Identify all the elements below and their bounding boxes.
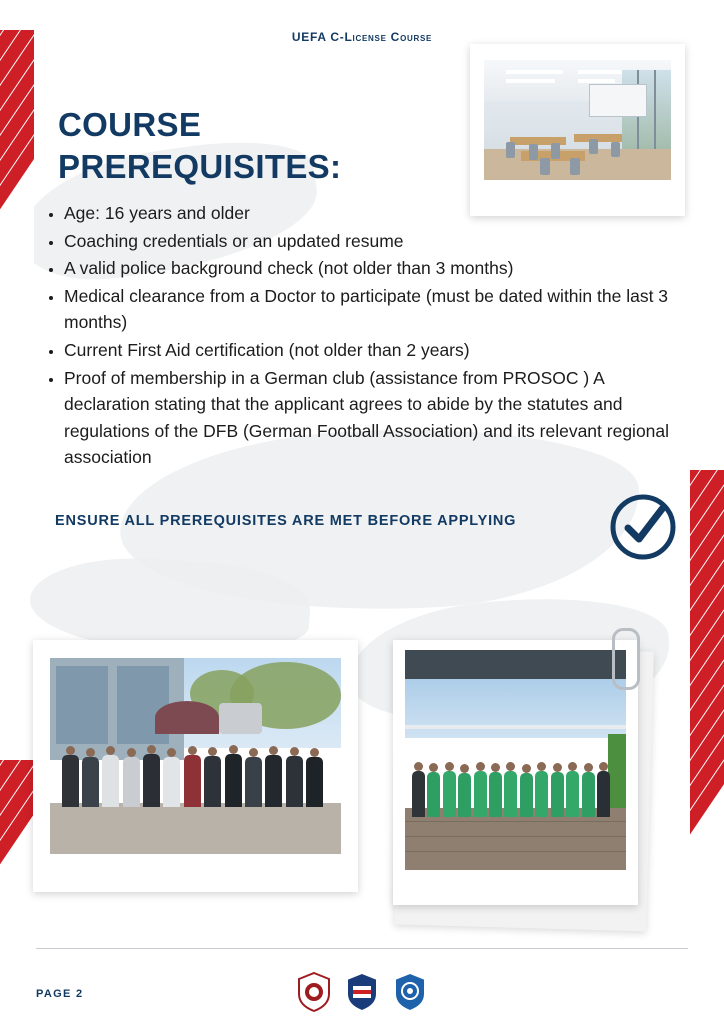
coaches-group-photo-card [33,640,358,892]
stripe-bar-left-top [0,30,34,310]
list-item: • Medical clearance from a Doctor to participate (must be dated within the last 3 months) [64,283,694,336]
list-item: • Age: 16 years and older [64,200,694,227]
notice-text: ENSURE ALL PREREQUISITES ARE MET BEFORE APPLYING [55,513,517,529]
footer-crests [0,972,724,1012]
list-item: • Coaching credentials or an updated resume [64,228,694,255]
page-title-line1: COURSE [58,106,202,144]
coaches-group-photo [50,658,341,854]
page-title [58,104,458,188]
classroom-photo-card [470,44,685,216]
page-title-line2: PREREQUISITES: [58,148,342,186]
check-circle-icon [608,492,678,562]
team-group-photo-card [393,640,638,905]
list-item: • Proof of membership in a German club (assistance from PROSOC ) A declaration stating that the applicant agrees to abide by the statutes and regulations of the DFB (German Football Association) and its relevant regional association [64,365,694,471]
classroom-photo [484,60,671,180]
footer-divider [36,948,688,949]
list-item: • A valid police background check (not older than 3 months) [64,255,694,282]
list-item: • Current First Aid certification (not older than 2 years) [64,337,694,364]
stripe-bar-right [690,470,724,940]
page-header-title: UEFA C-License Course [291,30,433,44]
prerequisites-list [42,200,694,472]
europe-crest-icon [345,972,379,1012]
team-group-photo [405,650,626,870]
paper-clip-icon [612,628,640,690]
hessen-crest-icon [297,972,331,1012]
stripe-bar-left-bottom [0,760,34,960]
uefa-crest-icon [393,972,427,1012]
page-number: PAGE 2 [36,988,84,1000]
